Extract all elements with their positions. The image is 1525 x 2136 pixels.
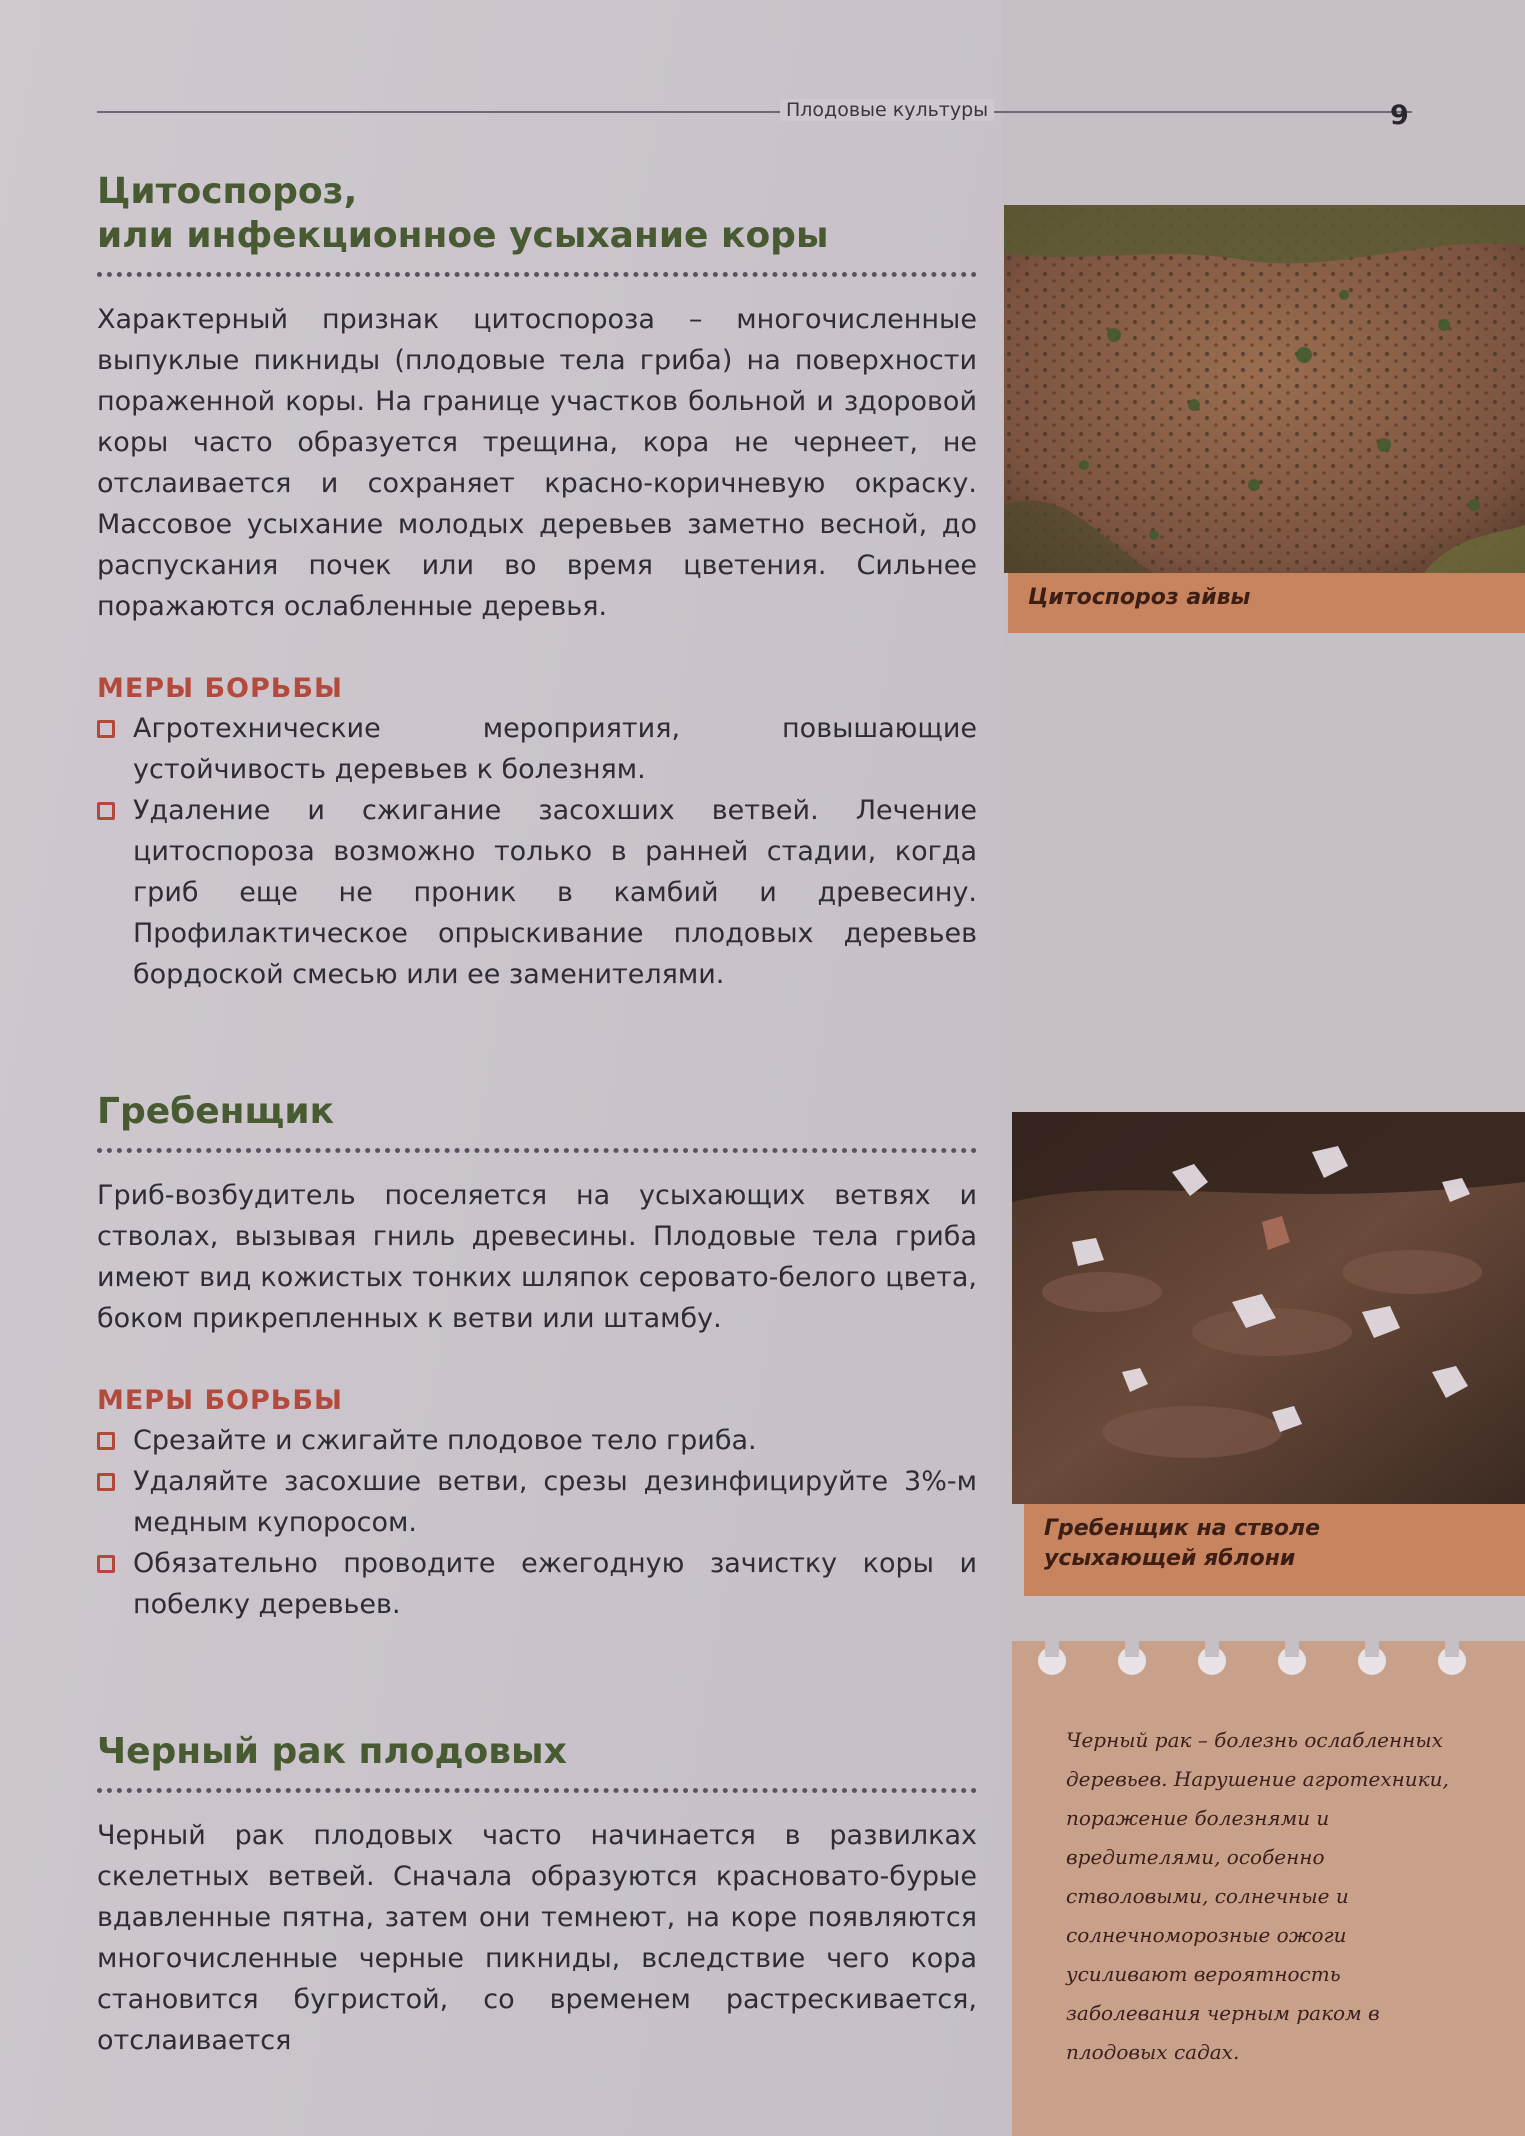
section-title: Черный рак плодовых	[97, 1731, 567, 1772]
caption-line-2: усыхающей яблони	[1044, 1546, 1296, 1571]
dotted-divider	[97, 1788, 977, 1793]
running-head-section: Плодовые культуры	[780, 99, 994, 121]
photo-caption	[1008, 573, 1525, 633]
control-measures-list	[97, 1420, 977, 1625]
section-body: Характерный признак цитоспороза – многочисленные выпуклые пикниды (плодовые тела гриба) на поверхности пораженной коры. На границе участков больной и здоровой коры часто образуется трещина, кора не чернеет, не отслаивается и сохраняет красно-коричневую окраску. Массовое усыхание молодых деревьев заметно весной, до распускания почек или во время цветения. Сильнее поражаются ослабленные деревья.	[97, 304, 977, 622]
section-cytosporosis	[97, 170, 977, 995]
list-item	[97, 790, 977, 995]
photo-fungus-on-trunk	[1012, 1112, 1525, 1504]
list-item-text: Обязательно проводите ежегодную зачистку коры и побелку деревьев.	[133, 1548, 977, 1620]
caption-line-1: Гребенщик на стволе	[1044, 1516, 1321, 1541]
list-item	[97, 1461, 977, 1543]
checkbox-bullet-icon	[97, 1432, 115, 1450]
list-item	[97, 1420, 977, 1461]
list-item-text: Агротехнические мероприятия, повышающие устойчивость деревьев к болезням.	[133, 713, 977, 785]
control-measures-heading: МЕРЫ БОРЬБЫ	[97, 673, 343, 704]
checkbox-bullet-icon	[97, 1555, 115, 1573]
spiral-binding-decoration	[1012, 1625, 1525, 1705]
photo-cytosporosis-bark	[1004, 205, 1525, 573]
checkbox-bullet-icon	[97, 802, 115, 820]
section-title	[97, 170, 977, 258]
checkbox-bullet-icon	[97, 720, 115, 738]
list-item-text: Удаление и сжигание засохших ветвей. Лечение цитоспороза возможно только в ранней стадии, когда гриб еще не проник в камбий и древесину. Профилактическое опрыскивание плодовых деревьев бордоской смесью или ее заменителями.	[133, 795, 977, 990]
dotted-divider	[97, 272, 977, 277]
list-item	[97, 708, 977, 790]
running-head-rule	[97, 111, 1412, 113]
list-item-text: Удаляйте засохшие ветви, срезы дезинфицируйте 3%-м медным купоросом.	[133, 1466, 977, 1538]
list-item	[97, 1543, 977, 1625]
section-body: Гриб-возбудитель поселяется на усыхающих ветвях и стволах, вызывая гниль древесины. Плодовые тела гриба имеют вид кожистых тонких шляпок серовато-белого цвета, боком прикрепленных к ветви или штамбу.	[97, 1180, 977, 1334]
side-note-card	[1012, 1625, 1525, 2136]
section-body: Черный рак плодовых часто начинается в развилках скелетных ветвей. Сначала образуются красновато-бурые вдавленные пятна, затем они темнеют, на коре появляются многочисленные черные пикниды, вследствие чего кора становится бугристой, со временем растрескивается, отслаивается	[97, 1820, 977, 2056]
side-note-text: Черный рак – болезнь ослабленных деревьев. Нарушение агротехники, поражение болезнями и вредителями, особенно стволовыми, солнечные и солнечноморозные ожоги усиливают вероятность заболевания черным раком в плодовых садах.	[1066, 1728, 1449, 2064]
page-number: 9	[1390, 100, 1409, 131]
list-item-text: Срезайте и сжигайте плодовое тело гриба.	[133, 1425, 757, 1456]
section-title-line-2: или инфекционное усыхание коры	[97, 215, 829, 256]
dotted-divider	[97, 1148, 977, 1153]
photo-caption	[1024, 1504, 1525, 1596]
caption-text: Цитоспороз айвы	[1028, 585, 1251, 610]
section-title: Гребенщик	[97, 1091, 335, 1132]
checkbox-bullet-icon	[97, 1473, 115, 1491]
section-black-canker	[97, 1730, 977, 2061]
section-trametes	[97, 1090, 977, 1625]
section-title-line-1: Цитоспороз,	[97, 171, 358, 212]
control-measures-heading: МЕРЫ БОРЬБЫ	[97, 1385, 343, 1416]
control-measures-list	[97, 708, 977, 995]
